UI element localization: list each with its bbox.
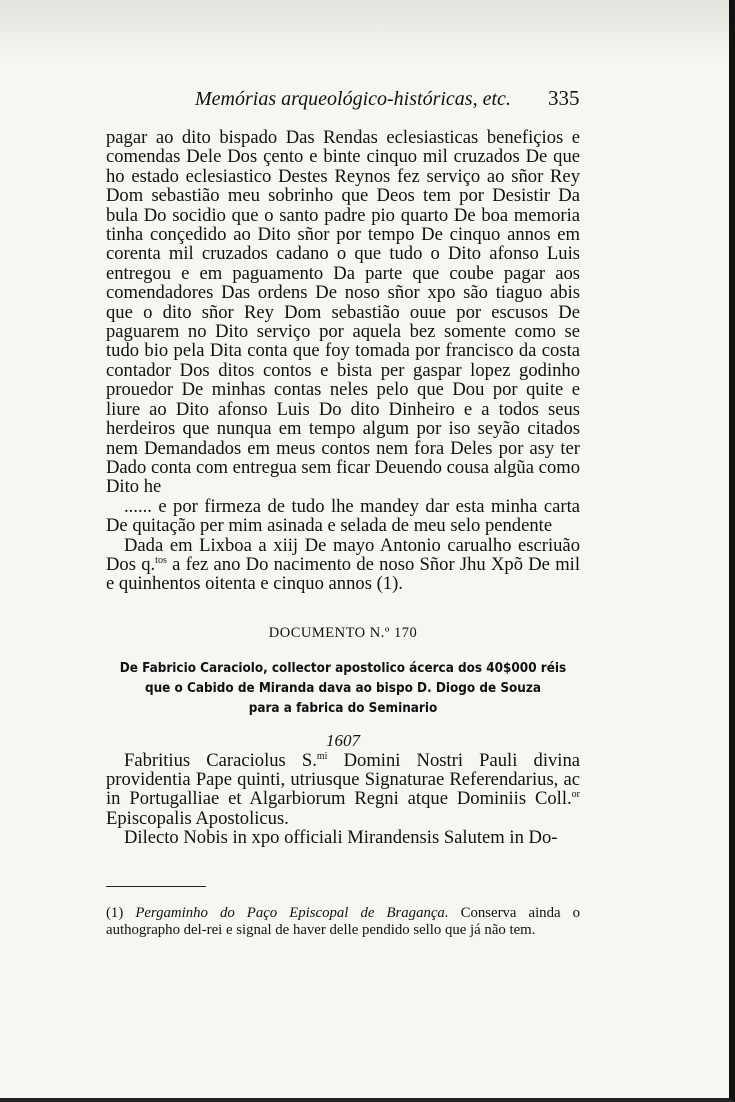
letter-dating-paragraph [106, 536, 580, 594]
latin-text-c: Episcopalis Apostolicus. [106, 807, 289, 829]
footnote-marker: (1) [106, 905, 124, 921]
page-scan-shadow [0, 0, 735, 60]
heading-line: que o Cabido de Miranda dava ao bispo D. Diogo de Souza [144, 681, 541, 697]
document-title: DOCUMENTO N.º 170 [268, 624, 418, 641]
latin-text-a: Fabritius Caraciolus S. [124, 749, 317, 771]
letter-main-paragraph: pagar ao dito bispado Das Rendas eclesiasticas benefiçios e comendas Dele Dos çento e binte cinquo mil cruzados De que ho estado eclesiastico Destes Reynos fez serviço ao sñor Rey Dom sebastião meu sobrinho que Deos tem por Desistir Da bula Do socidio que o santo padre pio quarto De boa memoria tinha conçedido ao Dito sñor por tempo De cinquo annos em corenta mil cruzados cadano o que tudo o Dito afonso Luis entregou e em paguamento Da parte que coube pagar aos comendadores Das ordens De noso sñor xpo são tiaguo abis que o dito sñor Rey Dom sebastião ouue por escusos De paguarem no Dito serviço por aquela bez somente como se tudo bio pela Dita conta que foy tomada por francisco da costa contador Dos ditos contos e bista per gaspar lopez godinho prouedor De minhas contas neles pelo que Dou por quite e liure ao Dito afonso Luis Do dito Dinheiro e a todos seus herdeiros que nunqua em tempo algum por iso seyão citados nem Demandados em meus contos nem fora Deles por asy ter Dado conta com entregua sem ficar Deuendo cousa algũa como Dito he [106, 127, 580, 498]
heading-line: para a fabrica do Seminario [248, 701, 438, 717]
latin-paragraph-1 [106, 751, 580, 829]
dating-text-start: Dada em Lixboa a xiij De mayo Antonio carualho escriuão Dos q. [106, 534, 580, 575]
dating-superscript: tos [155, 554, 167, 566]
document-heading [106, 659, 580, 719]
latin-superscript-1: mi [316, 750, 328, 762]
latin-text-b: Domini Nostri Pauli divina providentia Pape quinti, utriusque Signaturae Referendarius, ac in Portugalliae et Algarbiorum Regni atque Dominiis Coll. [106, 749, 580, 810]
page-number: 335 [548, 86, 580, 110]
page-body [106, 128, 580, 848]
letter-closing-paragraph: ...... e por firmeza de tudo lhe mandey dar esta minha carta De quitação per mim asinada e selada de meu selo pendente [106, 495, 580, 537]
running-title: Memórias arqueológico-históricas, etc. [195, 88, 511, 110]
footnote-source: Pergaminho do Paço Episcopal de Bragança. [135, 905, 449, 921]
latin-superscript-2: or [571, 789, 580, 801]
dating-text-end: a fez ano Do nacimento de noso Sñor Jhu Xpõ De mil e quinhentos oitenta e cinquo annos (1). [106, 553, 580, 595]
footnote [106, 905, 580, 939]
footnote-text: Conserva ainda o authographo del-rei e signal de haver delle pendido sello que já não tem. [106, 905, 580, 938]
heading-line: De Fabricio Caraciolo, collector apostolico ácerca dos 40$000 réis [119, 661, 567, 677]
document-year: 1607 [326, 731, 360, 751]
latin-paragraph-2: Dilecto Nobis in xpo officiali Mirandensis Salutem in Do- [124, 827, 558, 849]
footnote-divider [106, 886, 206, 887]
